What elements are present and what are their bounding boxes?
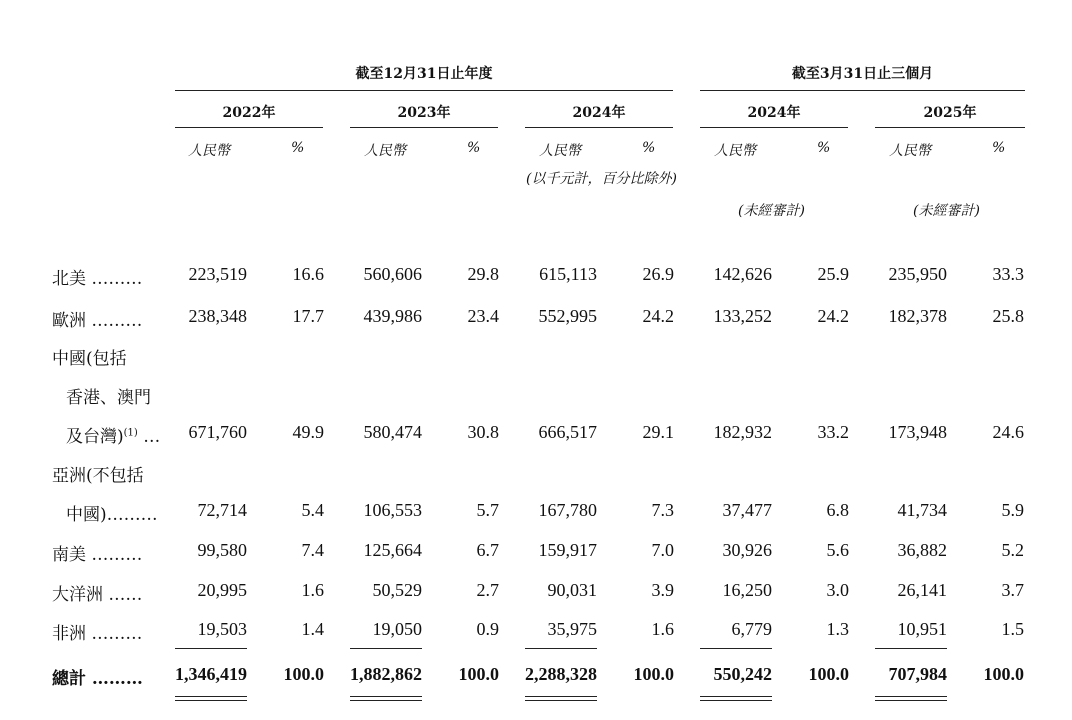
percent-cell: 33.2 (817, 422, 849, 442)
percent-cell: 25.9 (817, 264, 849, 284)
year-header-2025-q: 2025年 (923, 105, 977, 121)
percent-cell: 24.6 (992, 422, 1024, 442)
amount-cell: 2,288,328 (525, 664, 597, 684)
amount-cell: 6,779 (731, 619, 772, 639)
amount-cell: 142,626 (713, 264, 772, 284)
amount-cell: 182,378 (888, 306, 947, 326)
unaudited-note: (未經審計) (738, 203, 805, 219)
amount-cell: 10,951 (897, 619, 947, 639)
amount-cell: 223,519 (188, 264, 247, 284)
group-header-quarter: 截至3月31日止三個月 (791, 66, 934, 82)
group-rule-annual (175, 90, 673, 91)
percent-header: % (467, 140, 481, 156)
percent-cell: 33.3 (992, 264, 1024, 284)
amount-cell: 41,734 (897, 500, 947, 520)
amount-cell: 173,948 (888, 422, 947, 442)
total-double-rule (175, 696, 247, 701)
currency-header: 人民幣 (714, 143, 756, 159)
percent-cell: 1.6 (651, 619, 674, 639)
percent-cell: 30.8 (467, 422, 499, 442)
percent-cell: 7.0 (651, 540, 674, 560)
unaudited-note: (未經審計) (913, 203, 980, 219)
amount-cell: 439,986 (363, 306, 422, 326)
amount-cell: 36,882 (897, 540, 947, 560)
row-label-europe: 歐洲 ……… (52, 311, 143, 331)
percent-cell: 5.6 (826, 540, 849, 560)
amount-cell: 35,975 (547, 619, 597, 639)
percent-header: % (817, 140, 831, 156)
total-double-rule (350, 696, 422, 701)
amount-cell: 167,780 (538, 500, 597, 520)
group-rule-quarter (700, 90, 1025, 91)
percent-cell: 7.3 (651, 500, 674, 520)
amount-cell: 133,252 (713, 306, 772, 326)
percent-cell: 29.8 (467, 264, 499, 284)
total-double-rule (700, 696, 772, 701)
percent-cell: 5.9 (1001, 500, 1024, 520)
row-label-oceania: 大洋洲 …… (52, 585, 143, 605)
year-header-2024-q: 2024年 (747, 105, 801, 121)
amount-cell: 1,882,862 (350, 664, 422, 684)
percent-cell: 25.8 (992, 306, 1024, 326)
amount-cell: 182,932 (713, 422, 772, 442)
year-rule-2022 (175, 127, 323, 128)
percent-cell: 5.7 (476, 500, 499, 520)
amount-cell: 90,031 (547, 580, 597, 600)
percent-cell: 100.0 (283, 664, 324, 684)
percent-cell: 100.0 (808, 664, 849, 684)
amount-cell: 19,050 (372, 619, 422, 639)
amount-cell: 159,917 (538, 540, 597, 560)
amount-cell: 707,984 (888, 664, 947, 684)
subtotal-rule (175, 648, 247, 649)
percent-cell: 6.7 (476, 540, 499, 560)
leader-dots: … (137, 427, 161, 447)
percent-cell: 1.6 (301, 580, 324, 600)
percent-cell: 3.7 (1001, 580, 1024, 600)
subtotal-rule (875, 648, 947, 649)
amount-cell: 615,113 (539, 264, 597, 284)
unit-note: (以千元計，百分比除外) (526, 171, 677, 187)
amount-cell: 26,141 (897, 580, 947, 600)
year-header-2024: 2024年 (572, 105, 626, 121)
amount-cell: 235,950 (888, 264, 947, 284)
percent-cell: 100.0 (458, 664, 499, 684)
percent-cell: 24.2 (817, 306, 849, 326)
amount-cell: 37,477 (722, 500, 772, 520)
currency-header: 人民幣 (188, 143, 230, 159)
currency-header: 人民幣 (889, 143, 931, 159)
amount-cell: 106,553 (363, 500, 422, 520)
percent-cell: 1.4 (301, 619, 324, 639)
amount-cell: 560,606 (363, 264, 422, 284)
percent-cell: 2.7 (476, 580, 499, 600)
amount-cell: 238,348 (188, 306, 247, 326)
row-label-asia-line1: 亞洲(不包括 (52, 466, 144, 486)
percent-cell: 1.5 (1001, 619, 1024, 639)
percent-cell: 100.0 (633, 664, 674, 684)
year-rule-2024 (525, 127, 673, 128)
amount-cell: 16,250 (722, 580, 772, 600)
row-label-africa: 非洲 ……… (52, 624, 143, 644)
amount-cell: 580,474 (363, 422, 422, 442)
percent-cell: 23.4 (467, 306, 499, 326)
row-label-china-line3 (66, 422, 160, 447)
percent-cell: 6.8 (826, 500, 849, 520)
subtotal-rule (350, 648, 422, 649)
row-label-china-line2: 香港、澳門 (66, 388, 151, 408)
amount-cell: 20,995 (197, 580, 247, 600)
row-label-china-line1: 中國(包括 (52, 349, 127, 369)
amount-cell: 1,346,419 (175, 664, 247, 684)
percent-cell: 3.0 (826, 580, 849, 600)
amount-cell: 550,242 (713, 664, 772, 684)
percent-cell: 24.2 (642, 306, 674, 326)
amount-cell: 72,714 (197, 500, 247, 520)
amount-cell: 99,580 (197, 540, 247, 560)
row-label-north-america: 北美 ……… (52, 269, 143, 289)
percent-cell: 5.4 (301, 500, 324, 520)
total-double-rule (525, 696, 597, 701)
row-label-south-america: 南美 ……… (52, 545, 143, 565)
percent-cell: 1.3 (826, 619, 849, 639)
percent-cell: 49.9 (292, 422, 324, 442)
percent-cell: 29.1 (642, 422, 674, 442)
amount-cell: 19,503 (197, 619, 247, 639)
amount-cell: 671,760 (188, 422, 247, 442)
percent-header: % (642, 140, 656, 156)
year-rule-2023 (350, 127, 498, 128)
percent-cell: 0.9 (476, 619, 499, 639)
subtotal-rule (525, 648, 597, 649)
year-rule-2024-q (700, 127, 848, 128)
currency-header: 人民幣 (539, 143, 581, 159)
percent-cell: 7.4 (301, 540, 324, 560)
percent-cell: 17.7 (292, 306, 324, 326)
percent-cell: 26.9 (642, 264, 674, 284)
amount-cell: 552,995 (538, 306, 597, 326)
subtotal-rule (700, 648, 772, 649)
year-header-2023: 2023年 (397, 105, 451, 121)
amount-cell: 125,664 (363, 540, 422, 560)
year-rule-2025-q (875, 127, 1025, 128)
year-header-2022: 2022年 (222, 105, 276, 121)
percent-cell: 5.2 (1001, 540, 1024, 560)
currency-header: 人民幣 (364, 143, 406, 159)
percent-header: % (992, 140, 1006, 156)
row-label-text: 及台灣) (66, 427, 124, 447)
percent-cell: 3.9 (651, 580, 674, 600)
total-double-rule (875, 696, 947, 701)
percent-header: % (291, 140, 305, 156)
percent-cell: 16.6 (292, 264, 324, 284)
group-header-annual: 截至12月31日止年度 (355, 66, 493, 82)
percent-cell: 100.0 (983, 664, 1024, 684)
amount-cell: 666,517 (538, 422, 597, 442)
amount-cell: 50,529 (372, 580, 422, 600)
row-label-total: 總計 ……… (52, 669, 143, 689)
amount-cell: 30,926 (722, 540, 772, 560)
footnote-marker: (1) (123, 427, 138, 439)
row-label-asia-line2: 中國)……… (66, 505, 158, 525)
